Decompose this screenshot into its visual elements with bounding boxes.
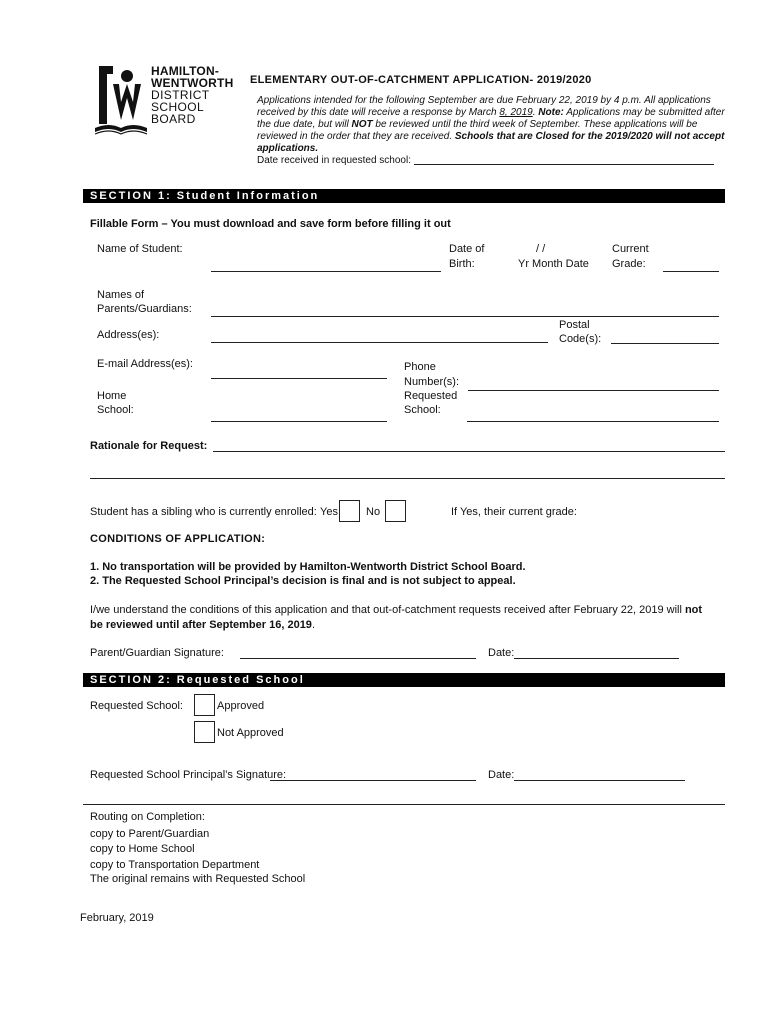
understand-text-b: not be reviewed until after September 16, 2019 bbox=[90, 604, 703, 631]
requested-school-field[interactable] bbox=[467, 421, 719, 422]
principal-signature-field[interactable] bbox=[270, 780, 476, 781]
header-text-a: Applications intended for the following September are due February 22, 2019 by 4 p.m. All applications received by this date will receive a response by March bbox=[257, 95, 711, 118]
understand-statement bbox=[90, 603, 710, 633]
note-label: Note: bbox=[538, 107, 564, 118]
principal-signature-label: Requested School Principal’s Signature: bbox=[90, 769, 287, 781]
header-text-d: be reviewed until the third week of September. These applications will be reviewed in the order that they are received. bbox=[257, 119, 698, 142]
routing-title: Routing on Completion: bbox=[90, 811, 205, 823]
phone-field[interactable] bbox=[468, 390, 719, 391]
parent-signature-label: Parent/Guardian Signature: bbox=[90, 647, 224, 659]
rationale-field-2[interactable] bbox=[90, 478, 725, 479]
dob-format: Yr Month Date bbox=[518, 258, 589, 270]
grade-field[interactable] bbox=[663, 271, 719, 272]
rationale-field-1[interactable] bbox=[213, 451, 725, 452]
not-approved-label: Not Approved bbox=[217, 727, 284, 739]
address-field[interactable] bbox=[211, 342, 548, 343]
address-label: Address(es): bbox=[97, 329, 160, 341]
section1-header: SECTION 1: Student Information bbox=[83, 189, 725, 203]
principal-date-field[interactable] bbox=[514, 780, 685, 781]
fillable-note: Fillable Form – You must download and save form before filling it out bbox=[90, 218, 451, 230]
sibling-grade-label: If Yes, their current grade: bbox=[451, 506, 577, 518]
phone-label-1: Phone bbox=[404, 361, 436, 373]
home-school-label-1: Home bbox=[97, 390, 127, 402]
header-text-b: . bbox=[532, 107, 539, 118]
not-word: NOT bbox=[351, 119, 373, 130]
board-logo-icon bbox=[93, 62, 149, 142]
rationale-label: Rationale for Request: bbox=[90, 440, 208, 452]
student-name-field[interactable] bbox=[211, 271, 441, 272]
board-name-line1: HAMILTON- bbox=[151, 64, 220, 78]
requested-school-label-2: School: bbox=[404, 404, 441, 416]
parent-signature-field[interactable] bbox=[240, 658, 476, 659]
parents-label-1: Names of bbox=[97, 289, 145, 301]
postal-field[interactable] bbox=[611, 343, 719, 344]
footer-date: February, 2019 bbox=[80, 912, 154, 924]
sibling-yes-checkbox[interactable] bbox=[339, 500, 360, 522]
principal-date-label: Date: bbox=[488, 769, 515, 781]
dob-label-1: Date of bbox=[449, 243, 485, 255]
approved-checkbox[interactable] bbox=[194, 694, 215, 716]
board-name-line3: DISTRICT bbox=[151, 88, 210, 102]
sibling-yes-label: Yes bbox=[320, 506, 338, 518]
board-name-line2: WENTWORTH bbox=[151, 76, 234, 90]
postal-label-1: Postal bbox=[559, 319, 590, 331]
section2-header: SECTION 2: Requested School bbox=[83, 673, 725, 687]
board-name-line5: BOARD bbox=[151, 112, 196, 126]
form-title: ELEMENTARY OUT-OF-CATCHMENT APPLICATION- 2019/2020 bbox=[250, 74, 592, 86]
header-text-c: Applications may be submitted after the due date, but will bbox=[257, 107, 725, 130]
postal-label-2: Code(s): bbox=[559, 333, 602, 345]
board-name bbox=[151, 65, 233, 125]
sibling-label: Student has a sibling who is currently enrolled: bbox=[90, 506, 317, 518]
not-approved-checkbox[interactable] bbox=[194, 721, 215, 743]
routing-item: copy to Transportation Department bbox=[90, 859, 260, 871]
parent-date-field[interactable] bbox=[514, 658, 679, 659]
sibling-no-label: No bbox=[366, 506, 381, 518]
approved-label: Approved bbox=[217, 700, 265, 712]
dob-slashes: / / bbox=[536, 243, 546, 255]
condition-item-1: 1. No transportation will be provided by Hamilton-Wentworth District School Board. bbox=[90, 561, 526, 573]
student-name-label: Name of Student: bbox=[97, 243, 183, 255]
home-school-label-2: School: bbox=[97, 404, 134, 416]
requested-school-label-1: Requested bbox=[404, 390, 458, 402]
grade-label-2: Grade: bbox=[612, 258, 646, 270]
response-date: 8, 2019 bbox=[499, 107, 533, 118]
closed-schools-note: Schools that are Closed for the 2019/2020 will not accept applications. bbox=[257, 131, 725, 154]
sibling-no-checkbox[interactable] bbox=[385, 500, 406, 522]
phone-label-2: Number(s): bbox=[404, 376, 460, 388]
conditions-title: CONDITIONS OF APPLICATION: bbox=[90, 533, 266, 545]
parents-field[interactable] bbox=[211, 316, 719, 317]
understand-text-c: . bbox=[311, 619, 315, 631]
home-school-field[interactable] bbox=[211, 421, 387, 422]
requested-school-status-label: Requested School: bbox=[90, 700, 183, 712]
board-name-line4: SCHOOL bbox=[151, 100, 205, 114]
understand-text-a: I/we understand the conditions of this application and that out-of-catchment requests received after February 22, 2019 will bbox=[90, 604, 685, 616]
grade-label-1: Current bbox=[612, 243, 649, 255]
email-field[interactable] bbox=[211, 378, 387, 379]
routing-item: copy to Home School bbox=[90, 843, 195, 855]
routing-item: copy to Parent/Guardian bbox=[90, 828, 210, 840]
date-received-field[interactable] bbox=[414, 164, 714, 165]
routing-item: The original remains with Requested School bbox=[90, 873, 306, 885]
routing-divider bbox=[83, 804, 725, 805]
parent-date-label: Date: bbox=[488, 647, 515, 659]
header-paragraph bbox=[257, 95, 729, 155]
dob-label-2: Birth: bbox=[449, 258, 475, 270]
condition-item-2: 2. The Requested School Principal’s decision is final and is not subject to appeal. bbox=[90, 575, 516, 587]
date-received-label: Date received in requested school: bbox=[257, 155, 411, 166]
email-label: E-mail Address(es): bbox=[97, 358, 193, 370]
parents-label-2: Parents/Guardians: bbox=[97, 303, 192, 315]
board-logo bbox=[93, 62, 149, 142]
